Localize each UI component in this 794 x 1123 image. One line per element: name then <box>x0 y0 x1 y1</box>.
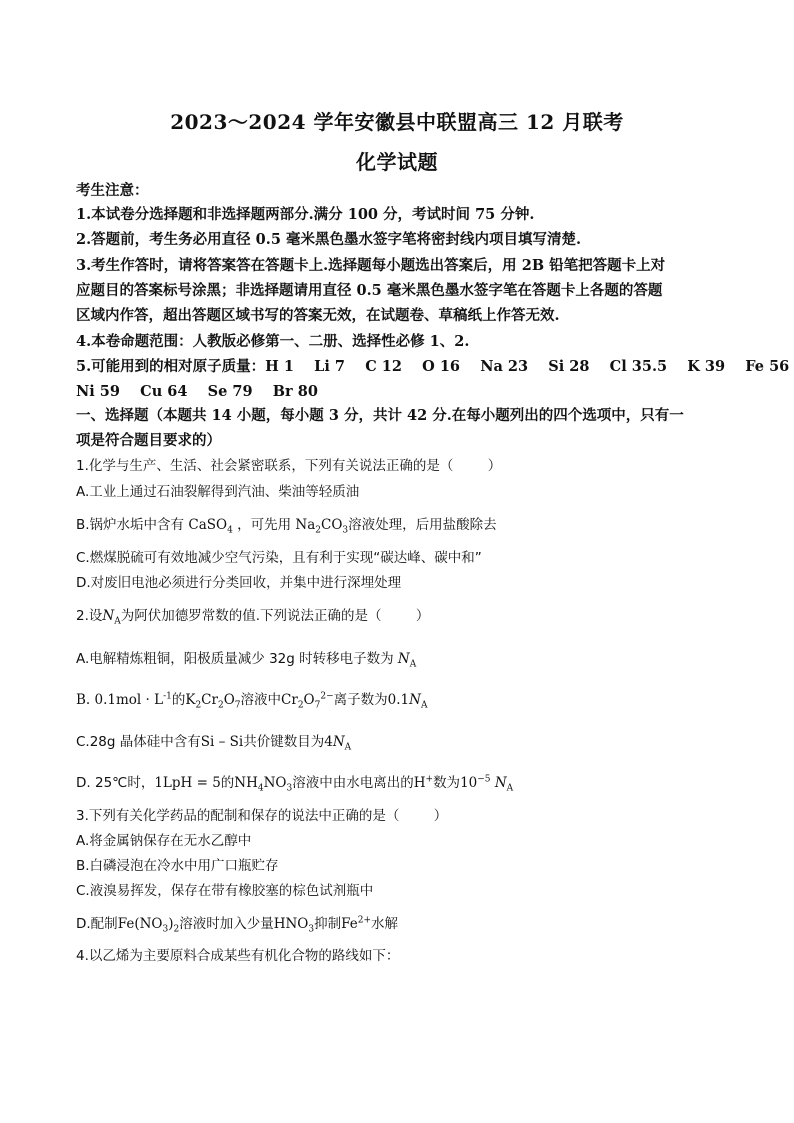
q3-option-a: A.将金属钠保存在无水乙醇中 <box>76 833 252 849</box>
q4-stem: 4.以乙烯为主要原料合成某些有机化合物的路线如下： <box>76 948 400 964</box>
exam-subtitle: 化学试题 <box>356 150 438 174</box>
notice-item-2: 2.答题前，考生务必用直径 0.5 毫米黑色墨水签字笔将密封线内项目填写清楚. <box>76 231 582 248</box>
notice-item-1: 1.本试卷分选择题和非选择题两部分.满分 100 分，考试时间 75 分钟. <box>76 206 535 223</box>
section-heading: 一、选择题（本题共 14 小题，每小题 3 分，共计 42 分.在每小题列出的四个选项中，只有一 <box>76 407 684 424</box>
q1-option-c: C.燃煤脱硫可有效地减少空气污染，且有利于实现“碳达峰、碳中和” <box>76 550 482 566</box>
q2-option-b: B. $0.1mol \cdot L^{-1}$的$K_2Cr_2O_7$溶液中$Cr_2O_7^{2-}$离子数为$0.1N_A$ <box>76 691 428 711</box>
section-heading-cont: 项是符合题目要求的） <box>76 432 221 449</box>
q3-stem: 3.下列有关化学药品的配制和保存的说法中正确的是（ ） <box>76 808 448 824</box>
notice-item-5: 5.可能用到的相对原子质量：H 1 Li 7 C 12 O 16 Na 23 Si 28 Cl 35.5 K 39 Fe 56 <box>76 358 790 375</box>
q3-option-d: D.配制$Fe(NO_3)_2$溶液时加入少量$HNO_3$抑制$Fe^{2+}$水解 <box>76 915 399 935</box>
notice-heading: 考生注意： <box>76 182 149 199</box>
notice-item-4: 4.本卷命题范围：人教版必修第一、二册、选择性必修 1、2. <box>76 333 470 350</box>
notice-item-3: 3.考生作答时，请将答案答在答题卡上.选择题每小题选出答案后，用 2B 铅笔把答题卡上对 <box>76 257 666 274</box>
q2-option-d: D. 25℃时，1LpH = 5的$NH_4NO_3$溶液中由水电离出的H+数为$10^{-5}$ $N_A$ <box>76 774 514 794</box>
notice-item-3-cont-2: 区域内作答，超出答题区域书写的答案无效，在试题卷、草稿纸上作答无效. <box>76 307 560 324</box>
notice-item-3-cont-1: 应题目的答案标号涂黑；非选择题请用直径 0.5 毫米黑色墨水签字笔在答题卡上各题的答题 <box>76 282 663 299</box>
exam-title: 2023～2024 学年安徽县中联盟高三 12 月联考 <box>170 110 624 134</box>
q1-option-a: A.工业上通过石油裂解得到汽油、柴油等轻质油 <box>76 484 360 500</box>
q2-option-c: C.28g 晶体硅中含有Si – Si共价键数目为$4N_A$ <box>76 734 352 753</box>
q1-option-d: D.对废旧电池必须进行分类回收，并集中进行深埋处理 <box>76 575 402 591</box>
q3-option-c: C.液溴易挥发，保存在带有橡胶塞的棕色试剂瓶中 <box>76 883 374 899</box>
q2-stem: 2.设$N_A$为阿伏加德罗常数的值.下列说法正确的是（ ） <box>76 608 430 627</box>
q2-option-a: A.电解精炼粗铜，阳极质量减少 32g 时转移电子数为 $N_A$ <box>76 651 417 670</box>
q1-stem: 1.化学与生产、生活、社会紧密联系，下列有关说法正确的是（ ） <box>76 458 502 474</box>
q3-option-b: B.白磷浸泡在冷水中用广口瓶贮存 <box>76 858 279 874</box>
notice-item-5-cont: Ni 59 Cu 64 Se 79 Br 80 <box>76 383 318 400</box>
q1-option-b: B.锅炉水垢中含有 CaSO$_4$ ，可先用 $Na_2CO_3$溶液处理，后用盐酸除去 <box>76 517 497 536</box>
